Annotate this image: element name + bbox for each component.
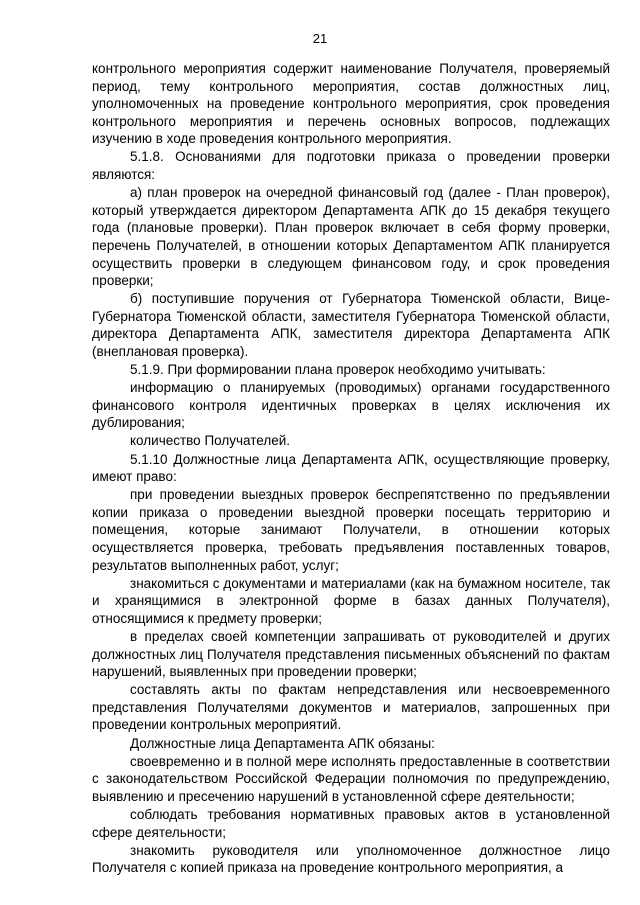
paragraph: соблюдать требования нормативных правовых актов в установленной сфере деятельности; [92, 806, 610, 840]
paragraph: в пределах своей компетенции запрашивать от руководителей и других должностных лиц Получателя представления письменных объяснений по фактам нарушений, выявленных при проведении проверки; [92, 629, 610, 680]
paragraph: своевременно и в полной мере исполнять предоставленные в соответствии с законодательством Российской Федерации полномочия по предупреждению, выявлению и пресечению нарушений в установленной сфере деятельности; [92, 753, 610, 804]
paragraph: составлять акты по фактам непредставления или несвоевременного представления Получателями документов и материалов, запрошенных при проведении контрольных мероприятий. [92, 682, 610, 733]
paragraph: при проведении выездных проверок беспрепятственно по предъявлении копии приказа о проведении выездной проверки посещать территорию и помещения, которые занимают Получатели, в отношении которых осуществляется проверка, требовать предъявления поставленных товаров, результатов выполненных работ, услуг; [92, 487, 610, 573]
page-number: 21 [312, 31, 328, 46]
document-body [92, 60, 610, 877]
paragraph: количество Получателей. [130, 433, 290, 449]
paragraph: знакомиться с документами и материалами (как на бумажном носителе, так и хранящимися в электронной форме в базах данных Получателя), относящимися к предмету проверки; [92, 575, 610, 626]
paragraph: контрольного мероприятия содержит наименование Получателя, проверяемый период, тему контрольного мероприятия, состав должностных лиц, уполномоченных на проведение контрольного мероприятия, срок проведения контрольного мероприятия и перечень основных вопросов, подлежащих изучению в ходе проведения контрольного мероприятия. [92, 61, 610, 147]
paragraph: 5.1.9. При формировании плана проверок необходимо учитывать: [130, 362, 546, 378]
paragraph: информацию о планируемых (проводимых) органами государственного финансового контроля идентичных проверках в целях исключения их дублирования; [92, 380, 610, 431]
paragraph: 5.1.8. Основаниями для подготовки приказа о проведении проверки являются: [92, 149, 610, 183]
paragraph: Должностные лица Департамента АПК обязаны: [130, 735, 435, 751]
paragraph: б) поступившие поручения от Губернатора Тюменской области, Вице-Губернатора Тюменской области, заместителя Губернатора Тюменской области, директора Департамента АПК, заместителя директора Департамента АПК (внеплановая проверка). [92, 291, 610, 359]
paragraph: знакомить руководителя или уполномоченное должностное лицо Получателя с копией приказа на проведение контрольного мероприятия, а [92, 842, 610, 876]
paragraph: а) план проверок на очередной финансовый год (далее - План проверок), который утверждается директором Департамента АПК до 15 декабря текущего года (плановые проверки). План проверок включает в себя форму проверки, перечень Получателей, в отношении которых Департаментом АПК планируется осуществить проверки в следующем финансовом году, и срок проведения проверки; [92, 185, 610, 289]
paragraph: 5.1.10 Должностные лица Департамента АПК, осуществляющие проверку, имеют право: [92, 451, 610, 485]
